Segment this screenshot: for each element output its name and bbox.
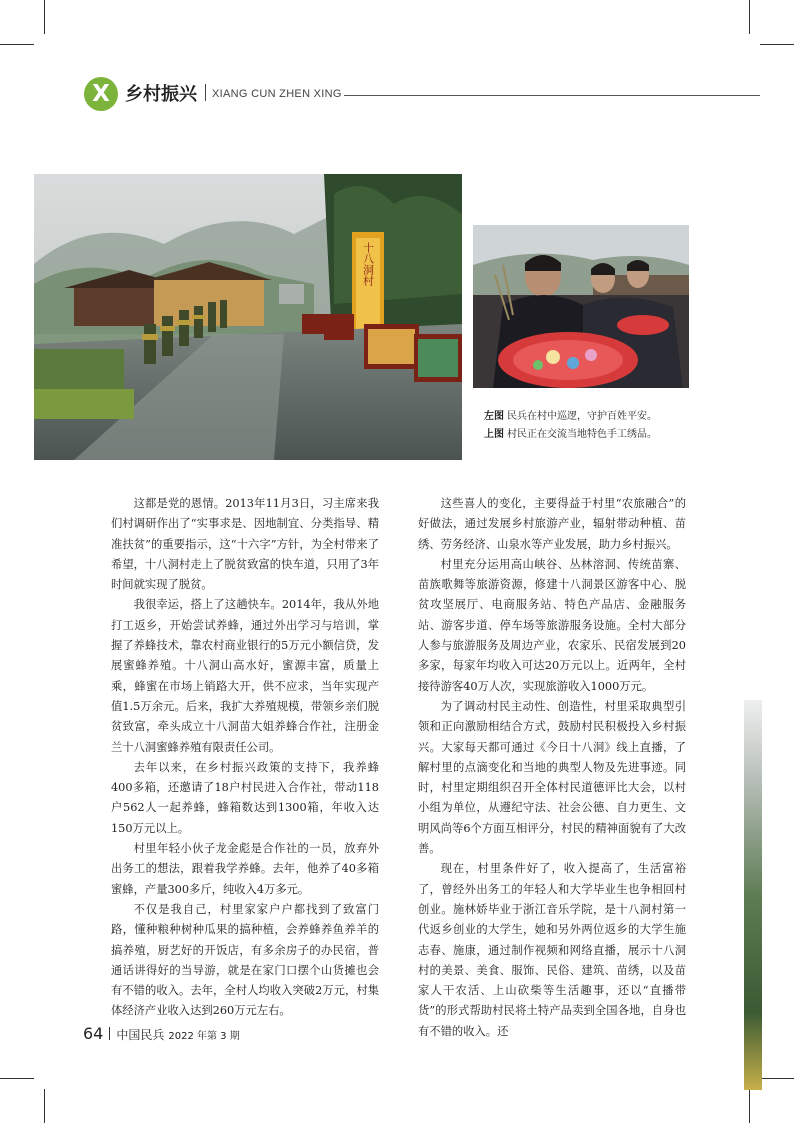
crop-mark — [0, 1078, 34, 1079]
issue-label: 2022 年第 3 期 — [168, 1031, 240, 1042]
caption-left: 左图 民兵在村中巡逻，守护百姓平安。 — [484, 411, 657, 422]
crop-mark — [749, 0, 750, 34]
article-column-left — [111, 494, 379, 1022]
section-title-pinyin: XIANG CUN ZHEN XING — [212, 88, 342, 100]
article-paragraph: 这都是党的恩情。2013年11月3日，习主席来我们村调研作出了“实事求是、因地制宜、分类指导、精准扶贫”的重要指示，这“十六字”方针，为全村带来了希望，十八洞村走上了脱贫致富的快车道，只用了3年时间就实现了脱贫。 — [111, 497, 379, 592]
caption-top: 上图 村民正在交流当地特色手工绣品。 — [484, 429, 657, 440]
crop-mark — [749, 1089, 750, 1123]
photo-militia-patrol-illustration — [34, 174, 462, 460]
side-strip-image — [744, 700, 762, 1090]
article-paragraph: 为了调动村民主动性、创造性，村里采取典型引领和正向激励相结合方式，鼓励村民积极投入乡村振兴。大家每天都可通过《今日十八洞》线上直播，了解村里的点滴变化和当地的典型人物及先进事迹。同时，村里定期组织召开全体村民道德评比大会，以村小组为单位，从遵纪守法、社会公德、自力更生、文明风尚等6个方面互相评分，村民的精神面貌有了大改善。 — [418, 699, 686, 856]
footer-divider — [109, 1027, 110, 1040]
section-badge: X — [84, 77, 118, 111]
crop-mark — [44, 0, 45, 34]
magazine-name: 中国民兵 — [116, 1028, 165, 1042]
photo-militia-patrol — [34, 174, 462, 460]
header-divider — [205, 84, 206, 101]
article-paragraph: 去年以来，在乡村振兴政策的支持下，我养蜂400多箱，还邀请了18户村民进入合作社，带动118户562人一起养蜂，蜂箱数达到1300箱，年收入达150万元以上。 — [111, 760, 379, 835]
article-paragraph: 村里年轻小伙子龙金彪是合作社的一员，放弃外出务工的想法，跟着我学养蜂。去年，他养了40多箱蜜蜂，产量300多斤，纯收入4万多元。 — [111, 842, 379, 896]
crop-mark — [0, 44, 34, 45]
side-strip-illustration — [744, 700, 762, 1090]
article-column-right — [418, 494, 686, 1042]
article-paragraph: 我很幸运，搭上了这趟快车。2014年，我从外地打工返乡，开始尝试养蜂，通过外出学习与培训，掌握了养蜂技术，靠农村商业银行的5万元小额信贷，发展蜜蜂养殖。十八洞山高水好，蜜源丰富，质量上乘，蜂蜜在市场上销路大开，供不应求，当年实现产值1.5万余元。后来，我扩大养殖规模，带领乡亲们脱贫致富，牵头成立十八洞苗大姐养蜂合作社，注册金兰十八洞蜜蜂养殖有限责任公司。 — [111, 598, 379, 754]
photo-embroidery-illustration — [473, 225, 689, 388]
section-title: 乡村振兴 — [125, 84, 197, 105]
crop-mark — [760, 44, 794, 45]
crop-mark — [760, 1078, 794, 1079]
article-paragraph: 现在，村里条件好了，收入提高了，生活富裕了，曾经外出务工的年轻人和大学毕业生也争相回村创业。施林娇毕业于浙江音乐学院，是十八洞村第一代返乡创业的大学生，她和另外两位返乡的大学生施志春、施康，通过制作视频和网络直播，展示十八洞村的美景、美食、服饰、民俗、建筑、苗绣，以及苗家人干农活、上山砍柴等生活趣事，还以“直播带货”的形式帮助村民将土特产品卖到全国各地，自身也有不错的收入。还 — [418, 862, 686, 1038]
page-number: 64 — [83, 1024, 104, 1043]
header-rule — [344, 95, 760, 96]
article-paragraph: 这些喜人的变化，主要得益于村里“农旅融合”的好做法，通过发展乡村旅游产业，辐射带动种植、苗绣、劳务经济、山泉水等产业发展，助力乡村振兴。 — [418, 497, 686, 551]
article-paragraph: 不仅是我自己，村里家家户户都找到了致富门路，懂种粮种树种瓜果的搞种植，会养蜂养鱼养羊的搞养殖，厨艺好的开饭店，有多余房子的办民宿，普通话讲得好的当导游，就是在家门口摆个山货摊也会有不错的收入。去年，全村人均收入突破2万元，村集体经济产业收入达到260万元左右。 — [111, 902, 379, 1018]
photo-captions — [484, 408, 657, 444]
article-paragraph: 村里充分运用高山峡谷、丛林溶洞、传统苗寨、苗族歌舞等旅游资源，修建十八洞景区游客中心、脱贫攻坚展厅、电商服务站、特色产品店、金融服务站、游客步道、停车场等旅游服务设施。全村大部分人参与旅游服务及周边产业，农家乐、民宿发展到20多家，每家年均收入可达20万元以上。近两年，全村接待游客40万人次，实现旅游收入1000万元。 — [418, 557, 686, 693]
sign-text: 十八洞村 — [361, 242, 375, 286]
page-footer — [83, 1024, 240, 1043]
photo-embroidery — [473, 225, 689, 388]
crop-mark — [44, 1089, 45, 1123]
